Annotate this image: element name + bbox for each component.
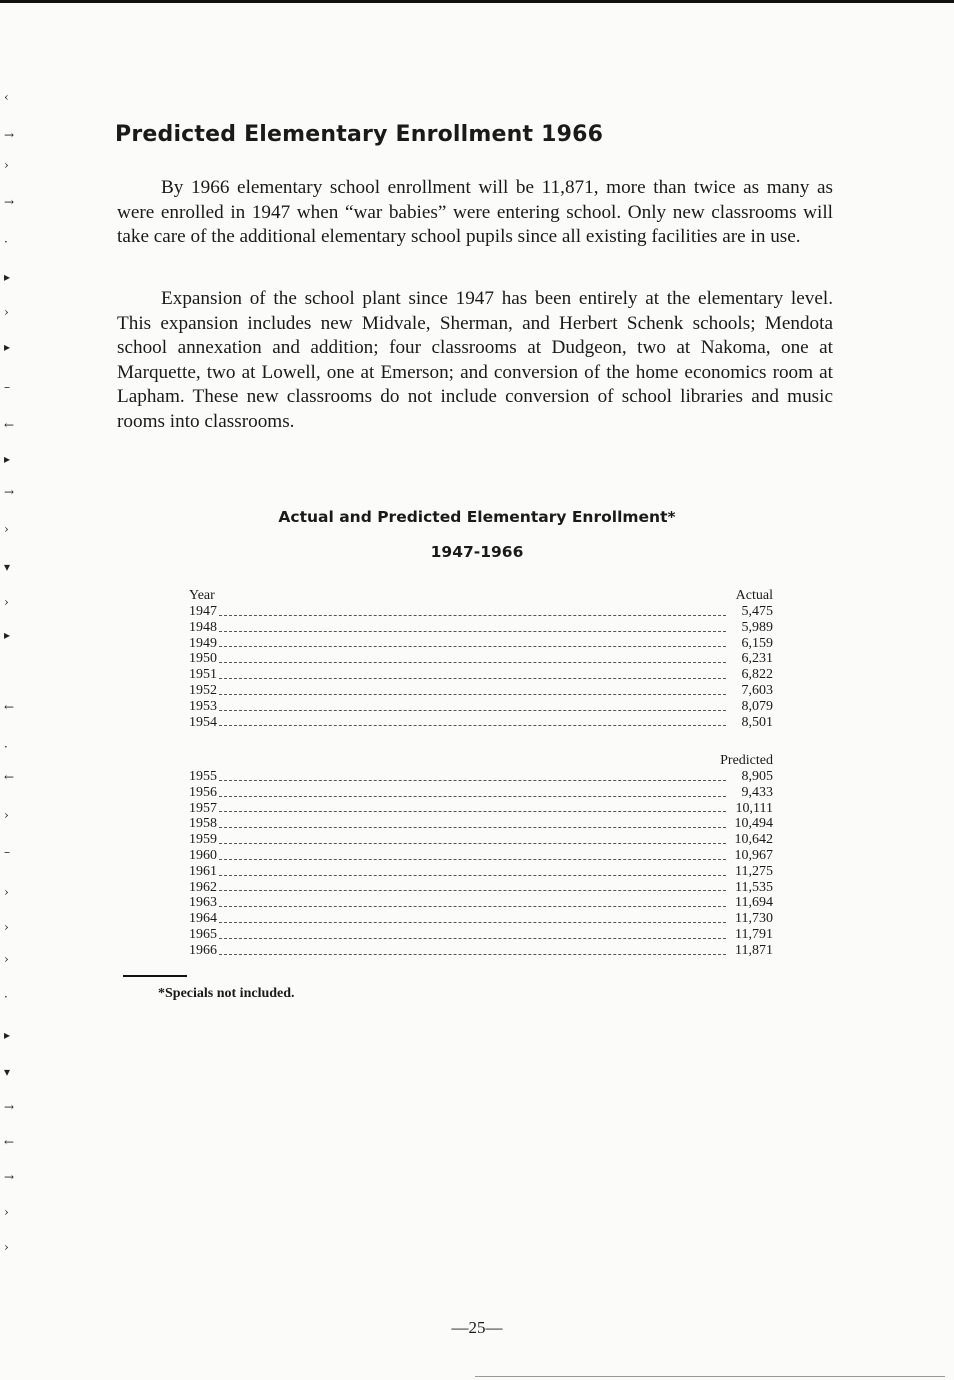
enrollment-cell: 8,905 [741, 769, 773, 784]
dot-leader [219, 843, 726, 844]
table-row [189, 832, 773, 848]
table-row [189, 801, 773, 817]
year-cell: 1951 [189, 667, 217, 683]
year-cell: 1962 [189, 879, 217, 895]
enrollment-cell: 5,475 [741, 604, 773, 619]
enrollment-cell: 10,111 [735, 800, 773, 816]
table-row [189, 911, 773, 927]
bottom-edge-rule [475, 1376, 945, 1377]
table-row [189, 943, 773, 959]
binding-margin-marks: ‹ → › → · ▸ › ▸ – ← ▸ → › ▾ › ▸ ← · ← › – › › › · ▸ ▾ → ← → › › [4, 90, 15, 1254]
table-title: Actual and Predicted Elementary Enrollment* [278, 508, 676, 526]
enrollment-cell: 11,535 [735, 879, 773, 895]
year-cell: 1957 [189, 800, 217, 816]
table-row [189, 880, 773, 896]
year-cell: 1949 [189, 635, 217, 651]
year-cell: 1956 [189, 784, 217, 800]
table-row [189, 927, 773, 943]
top-edge-rule [0, 0, 954, 3]
dot-leader [219, 631, 726, 632]
enrollment-cell: 6,231 [741, 651, 773, 667]
enrollment-cell: 11,730 [735, 911, 773, 927]
predicted-enrollment-table [189, 753, 773, 959]
enrollment-cell: 9,433 [741, 784, 773, 800]
footnote: *Specials not included. [158, 986, 295, 1001]
table-row [189, 683, 773, 699]
enrollment-cell: 10,494 [734, 816, 773, 832]
dot-leader [219, 710, 726, 711]
actual-rows [189, 604, 773, 730]
dot-leader [219, 954, 726, 955]
year-cell: 1954 [189, 714, 217, 730]
table-row [189, 715, 773, 731]
dot-leader [219, 859, 726, 860]
enrollment-cell: 6,159 [741, 635, 773, 651]
dot-leader [219, 662, 726, 663]
year-cell: 1965 [189, 926, 217, 942]
table-row [189, 816, 773, 832]
page-number: —25— [451, 1318, 503, 1337]
predicted-column-header: Predicted [720, 753, 773, 768]
footnote-rule [123, 975, 187, 977]
year-column-header: Year [189, 588, 215, 603]
enrollment-cell: 8,501 [741, 714, 773, 730]
dot-leader [219, 811, 726, 812]
actual-enrollment-table [189, 588, 773, 730]
enrollment-cell: 8,079 [741, 698, 773, 714]
year-cell: 1960 [189, 847, 217, 863]
paragraph-2-text: Expansion of the school plant since 1947 has been entirely at the elementary level. This expansion includes new Midvale, Sherman, and Herbert Schenk schools; Mendota school annexation and addition; four classrooms at Dudgeon, two at Nakoma, one at Marquette, two at Lowell, one at Emerson; and conversion of the home economics room at Lapham. These new classrooms do not include conversion of school libraries and music rooms into classrooms. [117, 288, 833, 432]
enrollment-cell: 7,603 [741, 682, 773, 698]
year-cell: 1947 [189, 604, 217, 619]
dot-leader [219, 796, 726, 797]
table-row [189, 895, 773, 911]
dot-leader [219, 827, 726, 828]
enrollment-cell: 6,822 [741, 667, 773, 683]
table-row [189, 604, 773, 620]
enrollment-cell: 10,967 [734, 847, 773, 863]
enrollment-cell: 11,694 [735, 895, 773, 911]
dot-leader [219, 875, 726, 876]
year-cell: 1964 [189, 911, 217, 927]
paragraph-2 [117, 287, 833, 434]
year-cell: 1961 [189, 863, 217, 879]
year-cell: 1958 [189, 816, 217, 832]
table-row [189, 667, 773, 683]
predicted-table-header [189, 753, 773, 769]
table-row [189, 864, 773, 880]
dot-leader [219, 906, 726, 907]
actual-table-header [189, 588, 773, 604]
year-cell: 1966 [189, 942, 217, 958]
table-row [189, 636, 773, 652]
predicted-rows [189, 769, 773, 959]
table-row [189, 785, 773, 801]
year-cell: 1948 [189, 619, 217, 635]
enrollment-cell: 11,871 [735, 942, 773, 958]
enrollment-cell: 11,275 [735, 863, 773, 879]
dot-leader [219, 922, 726, 923]
dot-leader [219, 646, 726, 647]
year-cell: 1955 [189, 769, 217, 784]
table-row [189, 651, 773, 667]
dot-leader [219, 938, 726, 939]
dot-leader [219, 615, 726, 616]
dot-leader [219, 694, 726, 695]
year-cell: 1953 [189, 698, 217, 714]
enrollment-cell: 11,791 [735, 926, 773, 942]
year-cell: 1950 [189, 651, 217, 667]
year-cell: 1959 [189, 832, 217, 848]
actual-column-header: Actual [735, 588, 773, 603]
year-cell: 1963 [189, 895, 217, 911]
dot-leader [219, 890, 726, 891]
table-row [189, 848, 773, 864]
table-row [189, 699, 773, 715]
paragraph-1 [117, 176, 833, 250]
enrollment-cell: 10,642 [734, 832, 773, 848]
table-row [189, 769, 773, 785]
dot-leader [219, 678, 726, 679]
year-cell: 1952 [189, 682, 217, 698]
paragraph-1-text: By 1966 elementary school enrollment will be 11,871, more than twice as many as were enrolled in 1947 when “war babies” were entering school. Only new classrooms will take care of the additional elementary school pupils since all existing facilities are in use. [117, 177, 833, 247]
enrollment-cell: 5,989 [741, 619, 773, 635]
table-subtitle: 1947-1966 [430, 543, 524, 561]
table-row [189, 620, 773, 636]
dot-leader [219, 780, 726, 781]
dot-leader [219, 725, 726, 726]
section-heading: Predicted Elementary Enrollment 1966 [115, 122, 604, 147]
